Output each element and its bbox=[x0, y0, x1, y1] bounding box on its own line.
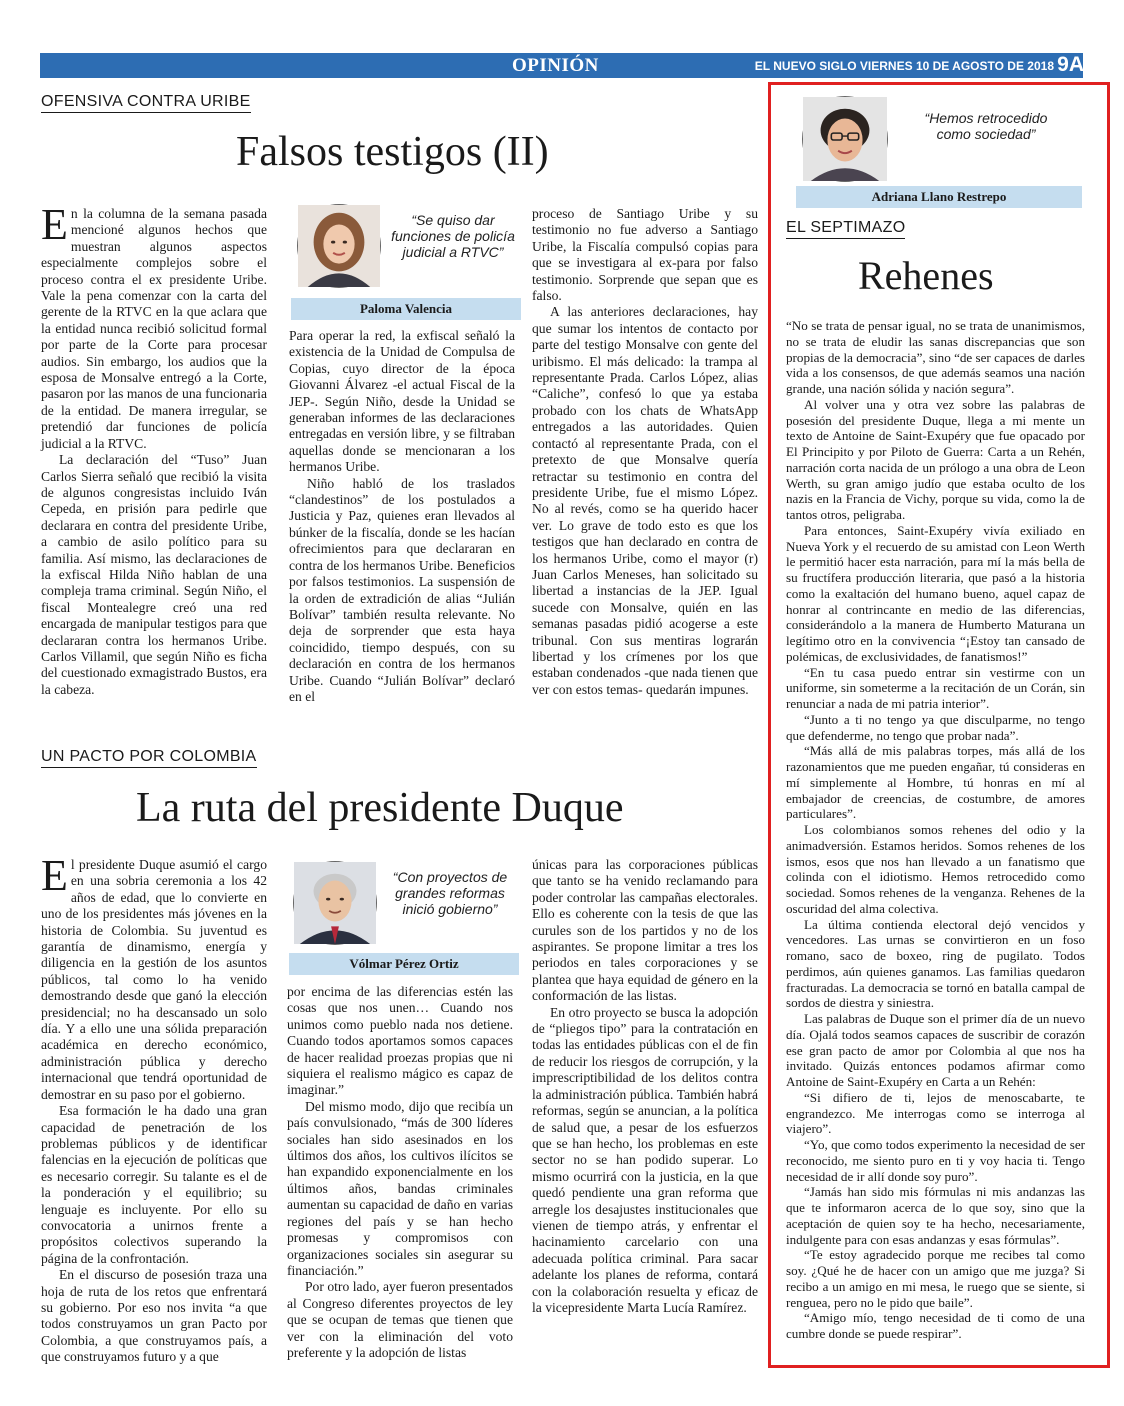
page-number: 9A bbox=[1057, 53, 1084, 76]
article2-column-2 bbox=[287, 984, 513, 1360]
article2-paragraph: únicas para las corporaciones públicas que tanto se ha venido reclamando para poder controlar las campañas electorales. Ello es coherente con la tesis de que las curules son de los partidos y no de los aspirantes. Se propone limitar a tres los periodos en tales corporaciones y se plantea que haya equidad de género en la conformación de las listas. bbox=[532, 857, 758, 1004]
author-photo bbox=[802, 96, 888, 182]
article2-kicker: UN PACTO POR COLOMBIA bbox=[41, 748, 257, 768]
article1-paragraph: La declaración del “Tuso” Juan Carlos Sierra señaló que recibió la visita de algunos congresistas incluido Iván Cepeda, en prisión para pedirle que declarara en contra del presidente Uribe, a cambio de asilo político para su familia. Así mismo, las declaraciones de la exfiscal Hilda Niño hablan de una compleja trama criminal. Según Niño, el fiscal Montealegre creó una red encargada de manipular testigos para que declararan contra los hermanos Uribe. Carlos Villamil, que según Niño es ficha del cuestionado exmagistrado Bustos, era la cabeza. bbox=[41, 452, 267, 697]
article2-paragraph: Por otro lado, ayer fueron presentados al Congreso diferentes proyectos de ley que se ocupan de temas que tienen que ver con la eliminación del voto preferente y la adopción de listas bbox=[287, 1279, 513, 1360]
article3-column bbox=[786, 318, 1085, 1354]
article1-paragraph: n la columna de la semana pasada mencioné algunos hechos que muestran algunos aspectos especialmente complejos sobre el proceso contra el ex presidente Uribe. Vale la pena comenzar con la carta del gerente de la RTVC en la que aclara que la entidad nunca recibió solicitud formal por parte de la Corte para procesar audios. Sin embargo, los audios que la esposa de Monsalve entregó a la Corte, pasaron por las manos de una funcionaria de la entidad. De manera irregular, se pretendió dar funciones de policía judicial a la RTVC. bbox=[41, 206, 267, 451]
article3-paragraph: Para entonces, Saint-Exupéry vivía exiliado en Nueva York y el recuerdo de su amistad con Leon Werth le permitió hacer esta narración, para mí la más bella de su fructífera producción literaria, que pasó a la historia como la exaltación del humano bueno, aquel capaz de honrar al contrincante en medio de las diferencias, considerándolo a la manera de Humberto Maturana un legítimo otro en la convivencia “¡Estoy tan cansado de polémicas, de exclusividades, de fanatismos!” bbox=[786, 522, 1085, 664]
masthead-date: EL NUEVO SIGLO VIERNES 10 DE AGOSTO DE 2018 bbox=[754, 59, 1054, 73]
article2-author-name: Vólmar Pérez Ortiz bbox=[289, 953, 519, 975]
article2-column-3 bbox=[532, 857, 758, 1355]
article2-dropcap: E bbox=[41, 851, 68, 900]
article2-paragraph: Esa formación le ha dado una gran capacidad de penetración de los problemas públicos y de identificar falencias en la ejecución de políticas que es necesario corregir. Su talante es el de la ponderación y el equilibrio; su lenguaje es incluyente. Por ello su convocatoria a unirnos frente a propósitos colectivos superando la página de la confrontación. bbox=[41, 1103, 267, 1266]
article2-paragraph: En el discurso de posesión traza una hoja de ruta de los retos que enfrentará su gobierno. Por eso nos invita “a que todos construyamos un gran Pacto por Colombia, a que construyamos país, a que construyamos futuro y a que bbox=[41, 1267, 267, 1365]
portrait-woman-glasses-icon bbox=[803, 97, 887, 181]
portrait-woman-icon bbox=[298, 205, 380, 287]
article3-paragraph: Los colombianos somos rehenes del odio y la animadversión. Estamos heridos. Somos rehenes de los ismos, esos que nos han llevado a un fanatismo que colinda con el idiotismo. Hemos retrocedido como sociedad. Somos rehenes de la venganza. Rehenes de la oscuridad del alma colectiva. bbox=[786, 822, 1085, 916]
article3-paragraph: Las palabras de Duque son el primer día de un nuevo día. Ojalá todos seamos capaces de suscribir de corazón ese gran pacto de amor por Colombia al que nos ha invitado. Quizás entonces podamos afirmar como Antoine de Saint-Exupéry en Carta a un Rehén: bbox=[786, 1011, 1085, 1089]
author-photo bbox=[293, 861, 377, 945]
article3-paragraph: Al volver una y otra vez sobre las palabras de posesión del presidente Duque, llega a mi mente un texto de Antoine de Saint-Exupéry que fue opacado por El Principito y por Piloto de Guerra: Carta a un Rehén, narración corta nacida de un prólogo a una obra de Leon Werth, su gran amigo judío que estaba oculto de los nazis en la Francia de Vichy, porque su vida, como la de tantos otros, peligraba. bbox=[786, 396, 1085, 522]
article3-paragraph: “Amigo mío, tengo necesidad de ti como de una cumbre donde se puede respirar”. bbox=[786, 1310, 1085, 1341]
article3-paragraph: “Jamás han sido mis fórmulas ni mis andanzas las que te informaron acerca de lo que soy, sino que la aceptación de quien soy te ha hecho, necesariamente, indulgente para con esas andanzas y esas fórmulas”. bbox=[786, 1184, 1085, 1247]
article3-paragraph: “Si difiero de ti, lejos de menoscabarte, te engrandezco. Me interrogas como se interroga al viajero”. bbox=[786, 1089, 1085, 1137]
portrait-man-icon bbox=[294, 862, 376, 944]
article2-column-1 bbox=[41, 851, 267, 1365]
article2-paragraph: por encima de las diferencias estén las cosas que nos unen… Cuando nos unimos como pueblo nada nos detiene. Cuando todos aportamos somos capaces de hacer realidad proezas propias que ni siquiera el realismo mágico es capaz de imaginar.” bbox=[287, 984, 513, 1098]
article3-headline: Rehenes bbox=[858, 253, 994, 298]
article2-paragraph: Del mismo modo, dijo que recibía un país convulsionado, “más de 300 líderes sociales han sido asesinados en los últimos dos años, los cultivos ilícitos se han expandido exponencialmente en los últimos años, bandas criminales aumentan su capacidad de daño en varias regiones del país y se han hecho promesas y compromisos con organizaciones sociales sin asegurar su financiación.” bbox=[287, 1098, 513, 1278]
article1-paragraph: A las anteriores declaraciones, hay que sumar los intentos de contacto por parte del testigo Monsalve con gente del uribismo. El más delicado: la trampa al representante Prada. Carlos López, alias “Caliche”, confesó lo que ya estaba probado con los chats de WhatsApp entregados a las autoridades. Quien contactó al representante Prada, con el pretexto de que Monsalve quería retractar su testimonio en contra del presidente Uribe, fue el mismo López. No al revés, como se ha querido hacer ver. Lo grave de todo esto es que los testigos que han declarado en contra de los hermanos Uribe, como el mayor (r) Juan Carlos Meneses, han solicitado su libertad a instancias de la JEP. Igual sucede con Monsalve, quién en las semanas pasadas pidió acogerse a este tribunal. Con sus mentiras lograrán libertad y los crímenes por los que estaban condenados -que nada tienen que ver con estos temas- quedarán impunes. bbox=[532, 304, 758, 697]
article2-pull-quote: “Con proyectos de grandes reformas inició gobierno” bbox=[392, 869, 508, 917]
article1-author-name: Paloma Valencia bbox=[291, 298, 521, 320]
article3-pull-quote: “Hemos retrocedido como sociedad” bbox=[924, 110, 1048, 142]
section-title: OPINIÓN bbox=[512, 55, 599, 76]
article2-paragraph: En otro proyecto se busca la adopción de “pliegos tipo” para la contratación en todas las entidades públicas con el de fin de reducir los riesgos de corrupción, y la imprescriptibilidad de los delitos contra la administración pública. También habrá reformas, según se anuncian, a la política de salud que, a pesar de los esfuerzos que se han hecho, los problemas en este sector no se han podido superar. Lo mismo ocurrirá con la justicia, en la que quedó pendiente una gran reforma que arregle los desajustes institucionales que vienen de tiempo atrás, y enfrentar el hacinamiento carcelario con una adecuada política criminal. Para sacar adelante los planes de reforma, contará con la colaboración resuelta y eficaz de la vicepresidente Marta Lucía Ramírez. bbox=[532, 1004, 758, 1315]
author-photo bbox=[297, 204, 381, 288]
article3-paragraph: “En tu casa puedo entrar sin vestirme con un uniforme, sin someterme a la recitación de un Corán, sin renunciar a nada de mi patria interior”. bbox=[786, 664, 1085, 711]
article1-column-1 bbox=[41, 200, 267, 697]
article1-pull-quote: “Se quiso dar funciones de policía judicial a RTVC” bbox=[391, 212, 515, 260]
article1-dropcap: E bbox=[41, 200, 68, 249]
article1-column-3 bbox=[532, 206, 758, 696]
article3-paragraph: “Te estoy agradecido porque me recibes tal como soy. ¿Qué he de hacer con un amigo que me juzga? Si recibo a un amigo en mi mesa, le ruego que se siente, si renguea, pero no le pido que baile”. bbox=[786, 1247, 1085, 1310]
article1-headline: Falsos testigos (II) bbox=[236, 129, 549, 175]
article1-column-2 bbox=[289, 328, 515, 704]
article2-author-box bbox=[289, 857, 519, 975]
article1-author-box bbox=[291, 198, 521, 320]
article3-paragraph: “Yo, que como todos experimento la necesidad de ser reconocido, me siento puro en ti y voy hacia ti. Tengo necesidad de ir allí donde soy puro”. bbox=[786, 1137, 1085, 1184]
article3-kicker: EL SEPTIMAZO bbox=[786, 219, 905, 239]
article1-kicker: OFENSIVA CONTRA URIBE bbox=[41, 93, 251, 113]
article3-author-box bbox=[796, 92, 1082, 208]
article2-paragraph: l presidente Duque asumió el cargo en una sobria ceremonia a los 42 años de edad, que lo convierte en uno de los presidentes más jóvenes en la historia de Colombia. Su juventud es garantía de dinamismo, energía y diligencia en la gestión de los asuntos públicos, tal como lo ha venido demostrando desde que ganó la elección presidencial; no ha descansado un solo día. Y a ello une una sólida preparación académica en derecho económico, administración pública y derecho internacional que tendrá oportunidad de demostrar en su paso por el gobierno. bbox=[41, 857, 267, 1102]
article3-author-name: Adriana Llano Restrepo bbox=[796, 186, 1082, 208]
article3-paragraph: “No se trata de pensar igual, no se trata de unanimismos, no se trata de eludir las sanas discrepancias que son propias de la democracia”, sino “de ser capaces de darles vida a los consensos, de que además seamos una nación grande, una nación sólida y nación segura”. bbox=[786, 318, 1085, 396]
article3-paragraph: “Junto a ti no tengo ya que disculparme, no tengo que defenderme, no tengo que probar nada”. bbox=[786, 711, 1085, 743]
article3-paragraph: “Más allá de mis palabras torpes, más allá de los razonamientos que me pueden engañar, tú consideras en mí simplemente al Hombre, tú honras en mí al embajador de creencias, de costumbre, de amores particulares”. bbox=[786, 743, 1085, 822]
article1-paragraph: proceso de Santiago Uribe y su testimonio no fue adverso a Santiago Uribe, la Fiscalía compulsó copias para que se investigara al ex-para por falso testimonio. Sorprende que sepan que es falso. bbox=[532, 206, 758, 304]
article1-paragraph: Para operar la red, la exfiscal señaló la existencia de la Unidad de Compulsa de Copias, cuyo director de la época Giovanni Álvarez -el actual Fiscal de la JEP-. Según Niño, desde la Unidad se generaban informes de las declaraciones entregadas en versión libre, y se filtraban aquellas donde se mencionaran a los hermanos Uribe. bbox=[289, 328, 515, 475]
article1-paragraph: Niño habló de los traslados “clandestinos” de los postulados a Justicia y Paz, quienes eran llevados al búnker de la fiscalía, donde se les hacían ofrecimientos para que declararan en contra de los hermanos Uribe. Beneficios por falsos testimonios. La suspensión de la orden de extradición de alias “Julián Bolívar” también resulta relevante. No deja de sorprender que esta haya coincidido, tiempo después, con su declaración en contra de los hermanos Uribe. Cuando “Julián Bolívar” declaró en el bbox=[289, 475, 515, 704]
article2-headline: La ruta del presidente Duque bbox=[136, 785, 624, 831]
article3-paragraph: La última contienda electoral dejó vencidos y vencedores. Las urnas se convirtieron en un foso romano, saco de boxeo, ring de pugilato. Todos perdimos, aún quienes ganamos. Las familias quedaron fracturadas. La democracia se tornó en batalla campal de sordos de diestra y siniestra. bbox=[786, 916, 1085, 1011]
